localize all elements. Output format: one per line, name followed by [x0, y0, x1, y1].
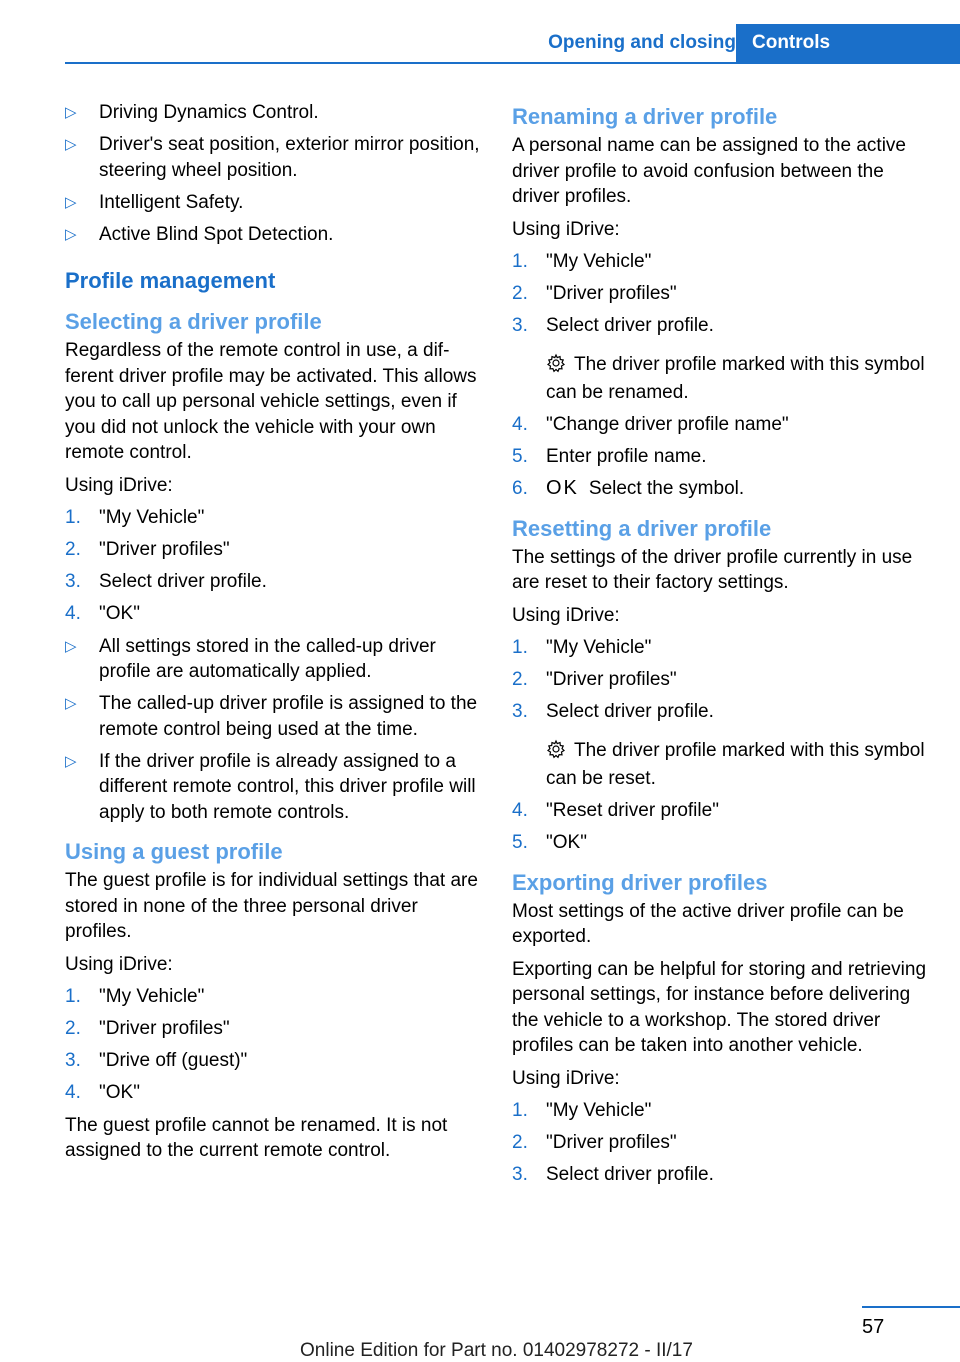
step-number: 4.	[65, 1082, 81, 1103]
bullet-triangle-icon: ▷	[65, 104, 77, 121]
exporting-steps-list	[512, 1098, 932, 1188]
step-number: 2.	[512, 669, 528, 690]
resetting-profile-text: The settings of the driver profile currently in use are reset to their factory settings.	[512, 546, 913, 593]
step-number: 3.	[65, 1050, 81, 1071]
selecting-profile-heading: Selecting a driver profile	[65, 309, 322, 334]
list-item: 6. OK Select the symbol.	[512, 476, 932, 502]
renaming-profile-text: A personal name can be assigned to the active driver profile to avoid confusion between the driver profiles.	[512, 135, 906, 207]
renaming-profile-heading: Renaming a driver profile	[512, 104, 778, 129]
bullet-triangle-icon: ▷	[65, 695, 77, 712]
guest-steps-list	[65, 984, 480, 1106]
guest-profile-heading: Using a guest profile	[65, 839, 283, 864]
list-item: 4. "OK"	[65, 1080, 480, 1106]
list-item: ▷ If the driver profile is already assigned to a different remote control, this driver profile will apply to both remote controls.	[65, 750, 476, 823]
header-chapter-tab: Controls	[736, 24, 960, 62]
resetting-profile-heading: Resetting a driver profile	[512, 515, 772, 541]
symbol-note: The driver profile marked with this symbol can be reset.	[546, 739, 925, 789]
intro-bullet-list	[65, 100, 480, 247]
list-item: 2. "Driver profiles"	[512, 281, 932, 307]
list-item: 3. Select driver profile.	[65, 569, 480, 595]
symbol-note: The driver profile marked with this symbol can be renamed.	[546, 353, 925, 403]
gear-icon	[546, 353, 566, 381]
guest-profile-text: The guest profile is for individual settings that are stored in none of the three personal driver profiles.	[65, 870, 478, 942]
list-item: 5. "OK"	[512, 830, 932, 856]
step-number: 1.	[65, 986, 81, 1007]
list-item: 1. "My Vehicle"	[65, 505, 480, 531]
bullet-triangle-icon: ▷	[65, 136, 77, 153]
list-item: ▷ Active Blind Spot Detection.	[65, 222, 480, 248]
step-number: 4.	[65, 603, 81, 624]
list-item: ▷ Driving Dynamics Control.	[65, 100, 480, 126]
step-number: 3.	[512, 1164, 528, 1185]
list-item: ▷ Intelligent Safety.	[65, 190, 480, 216]
step-number: 1.	[512, 1100, 528, 1121]
list-item: ▷ All settings stored in the called-up driver profile are automatically applied.	[65, 635, 436, 682]
step-number: 1.	[512, 251, 528, 272]
selecting-bullet-list	[65, 634, 480, 826]
gear-icon	[546, 739, 566, 767]
list-item: ▷ The called-up driver profile is assigned to the remote control being used at the time.	[65, 693, 478, 740]
page-number: 57	[862, 1316, 885, 1338]
step-number: 1.	[512, 637, 528, 658]
list-item: 4. "Change driver profile name"	[512, 412, 932, 438]
bullet-triangle-icon: ▷	[65, 225, 77, 243]
exporting-profiles-heading: Exporting driver profiles	[512, 869, 768, 895]
using-idrive-label: Using iDrive:	[512, 604, 620, 626]
header-section-title: Opening and closing	[548, 32, 736, 53]
selecting-profile-text: Regardless of the remote control in use, a different driver profile may be activated. This allows you to call up personal vehicle settings, even if you did not unlock the vehicle with your own remote control.	[65, 340, 477, 463]
resetting-steps-list	[512, 635, 932, 856]
step-number: 5.	[512, 446, 528, 467]
bullet-triangle-icon: ▷	[65, 752, 77, 770]
page-header	[65, 24, 960, 64]
list-item: 2. "Driver profiles"	[65, 537, 480, 563]
edition-footer: Online Edition for Part no. 01402978272 - II/17	[300, 1340, 693, 1361]
step-number: 3.	[512, 315, 528, 336]
step-number: 5.	[512, 832, 528, 853]
list-item: 2. "Driver profiles"	[512, 667, 932, 693]
list-item: 2. "Driver profiles"	[512, 1130, 932, 1156]
step-number: 2.	[512, 283, 528, 304]
profile-management-heading: Profile management	[65, 268, 276, 293]
step-number: 2.	[65, 1018, 81, 1039]
using-idrive-label: Using iDrive:	[512, 218, 620, 240]
list-item: 1. "My Vehicle"	[512, 1098, 932, 1124]
footer-rule	[862, 1306, 960, 1308]
step-number: 2.	[512, 1132, 528, 1153]
right-column	[512, 100, 932, 1195]
step-number: 4.	[512, 414, 528, 435]
guest-profile-note: The guest profile cannot be renamed. It is not assigned to the current remote control.	[65, 1114, 448, 1161]
exporting-text-1: Most settings of the active driver profile can be exported.	[512, 900, 904, 947]
exporting-text-2: Exporting can be helpful for storing and retrieving personal settings, for instance before delivering the vehicle to a workshop. The stored driver profiles can be taken into another vehicle.	[512, 958, 927, 1056]
list-item: 2. "Driver profiles"	[65, 1016, 480, 1042]
list-item: 4. "Reset driver profile"	[512, 798, 932, 824]
step-number: 4.	[512, 800, 528, 821]
step-number: 3.	[65, 571, 81, 592]
step-number: 3.	[512, 701, 528, 722]
list-item: 4. "OK"	[65, 601, 480, 627]
left-column	[65, 100, 480, 1171]
list-item: 3. "Drive off (guest)"	[65, 1048, 480, 1074]
bullet-triangle-icon: ▷	[65, 637, 77, 655]
step-number: 2.	[65, 539, 81, 560]
renaming-steps-list	[512, 249, 932, 502]
using-idrive-label: Using iDrive:	[65, 474, 173, 496]
list-item: 3. Select driver profile. The driver profile marked with this symbol can be renamed.	[512, 313, 932, 406]
list-item: 1. "My Vehicle"	[512, 635, 932, 661]
step-number: 6.	[512, 478, 528, 499]
list-item: 3. Select driver profile.	[512, 1162, 932, 1188]
ok-symbol-icon: OK	[546, 477, 579, 499]
bullet-triangle-icon: ▷	[65, 193, 77, 211]
using-idrive-label: Using iDrive:	[65, 953, 173, 975]
using-idrive-label: Using iDrive:	[512, 1067, 620, 1089]
list-item: 1. "My Vehicle"	[512, 249, 932, 275]
step-number: 1.	[65, 507, 81, 528]
list-item: 1. "My Vehicle"	[65, 984, 480, 1010]
list-item: 5. Enter profile name.	[512, 444, 932, 470]
list-item: ▷ Driver's seat position, exterior mirror position, steering wheel position.	[65, 134, 480, 181]
list-item: 3. Select driver profile. The driver profile marked with this symbol can be reset.	[512, 699, 932, 792]
selecting-steps-list	[65, 505, 480, 627]
